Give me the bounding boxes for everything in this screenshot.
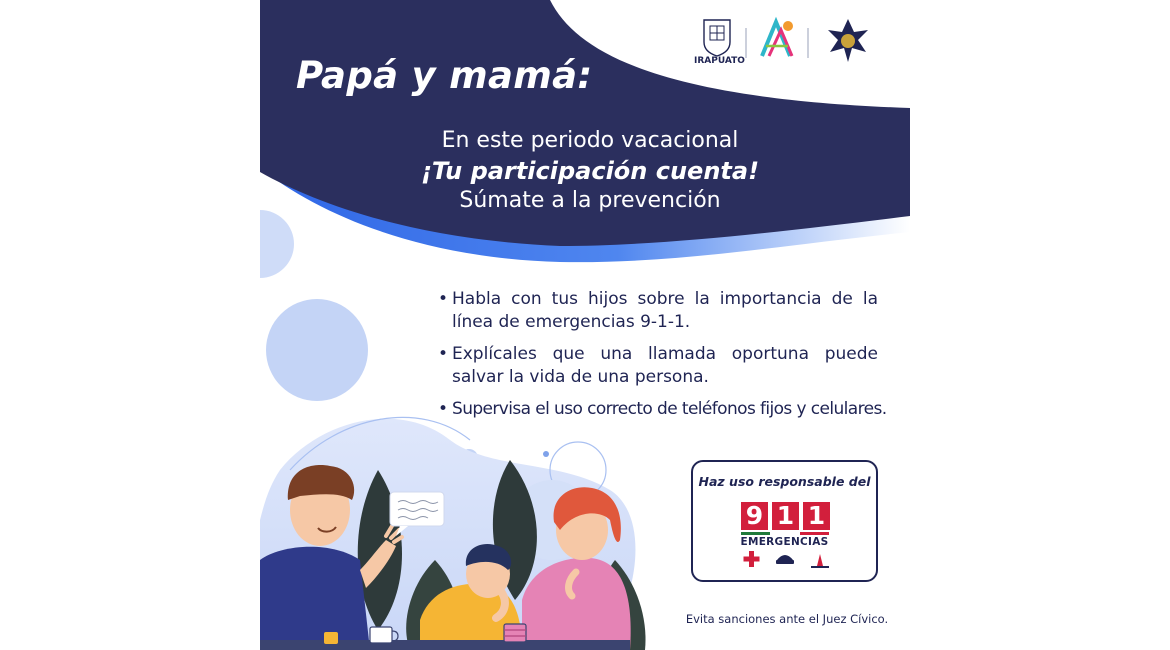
logo-strip [690,16,880,70]
police-star-icon [828,19,868,62]
tips-list [438,288,887,430]
emergency-icons [741,550,829,568]
cup [324,632,338,644]
emergencias-label: EMERGENCIAS [740,536,829,548]
deco-circle [266,299,368,401]
fire-icon [811,554,829,567]
table [260,640,630,650]
flag-stripe [741,532,829,535]
irapuato-coat-of-arms-icon [704,20,730,56]
poster [260,0,910,650]
headline: Papá y mamá: [296,54,593,97]
deco-circle [260,210,294,278]
cup [504,624,526,642]
subtitle-line-1: En este periodo vacacional [441,128,739,153]
red-cross-icon [744,551,760,567]
digits-911 [741,502,830,530]
footer-note: Evita sanciones ante el Juez Cívico. [685,612,889,626]
digit: 1 [772,502,799,530]
irapuato-logo-label: IRAPUATO [694,56,745,66]
subtitle [350,126,830,216]
tip-item: • Explícales que una llamada oportuna puede salvar la vida de una persona. [438,343,878,389]
tip-item: • Supervisa el uso correcto de teléfonos fijos y celulares. [438,398,878,421]
badge-caption: Haz uso responsable del [698,474,871,489]
subtitle-line-3: Súmate a la prevención [459,188,721,213]
deco-circle [543,451,549,457]
subtitle-line-2: ¡Tu participación cuenta! [420,157,760,185]
administration-logo-icon [762,21,793,56]
digit: 1 [803,502,830,530]
police-cap-icon [776,555,794,564]
digit: 9 [741,502,768,530]
tip-item: • Habla con tus hijos sobre la importancia de la línea de emergencias 9-1-1. [438,288,878,334]
emergency-badge [691,460,878,582]
